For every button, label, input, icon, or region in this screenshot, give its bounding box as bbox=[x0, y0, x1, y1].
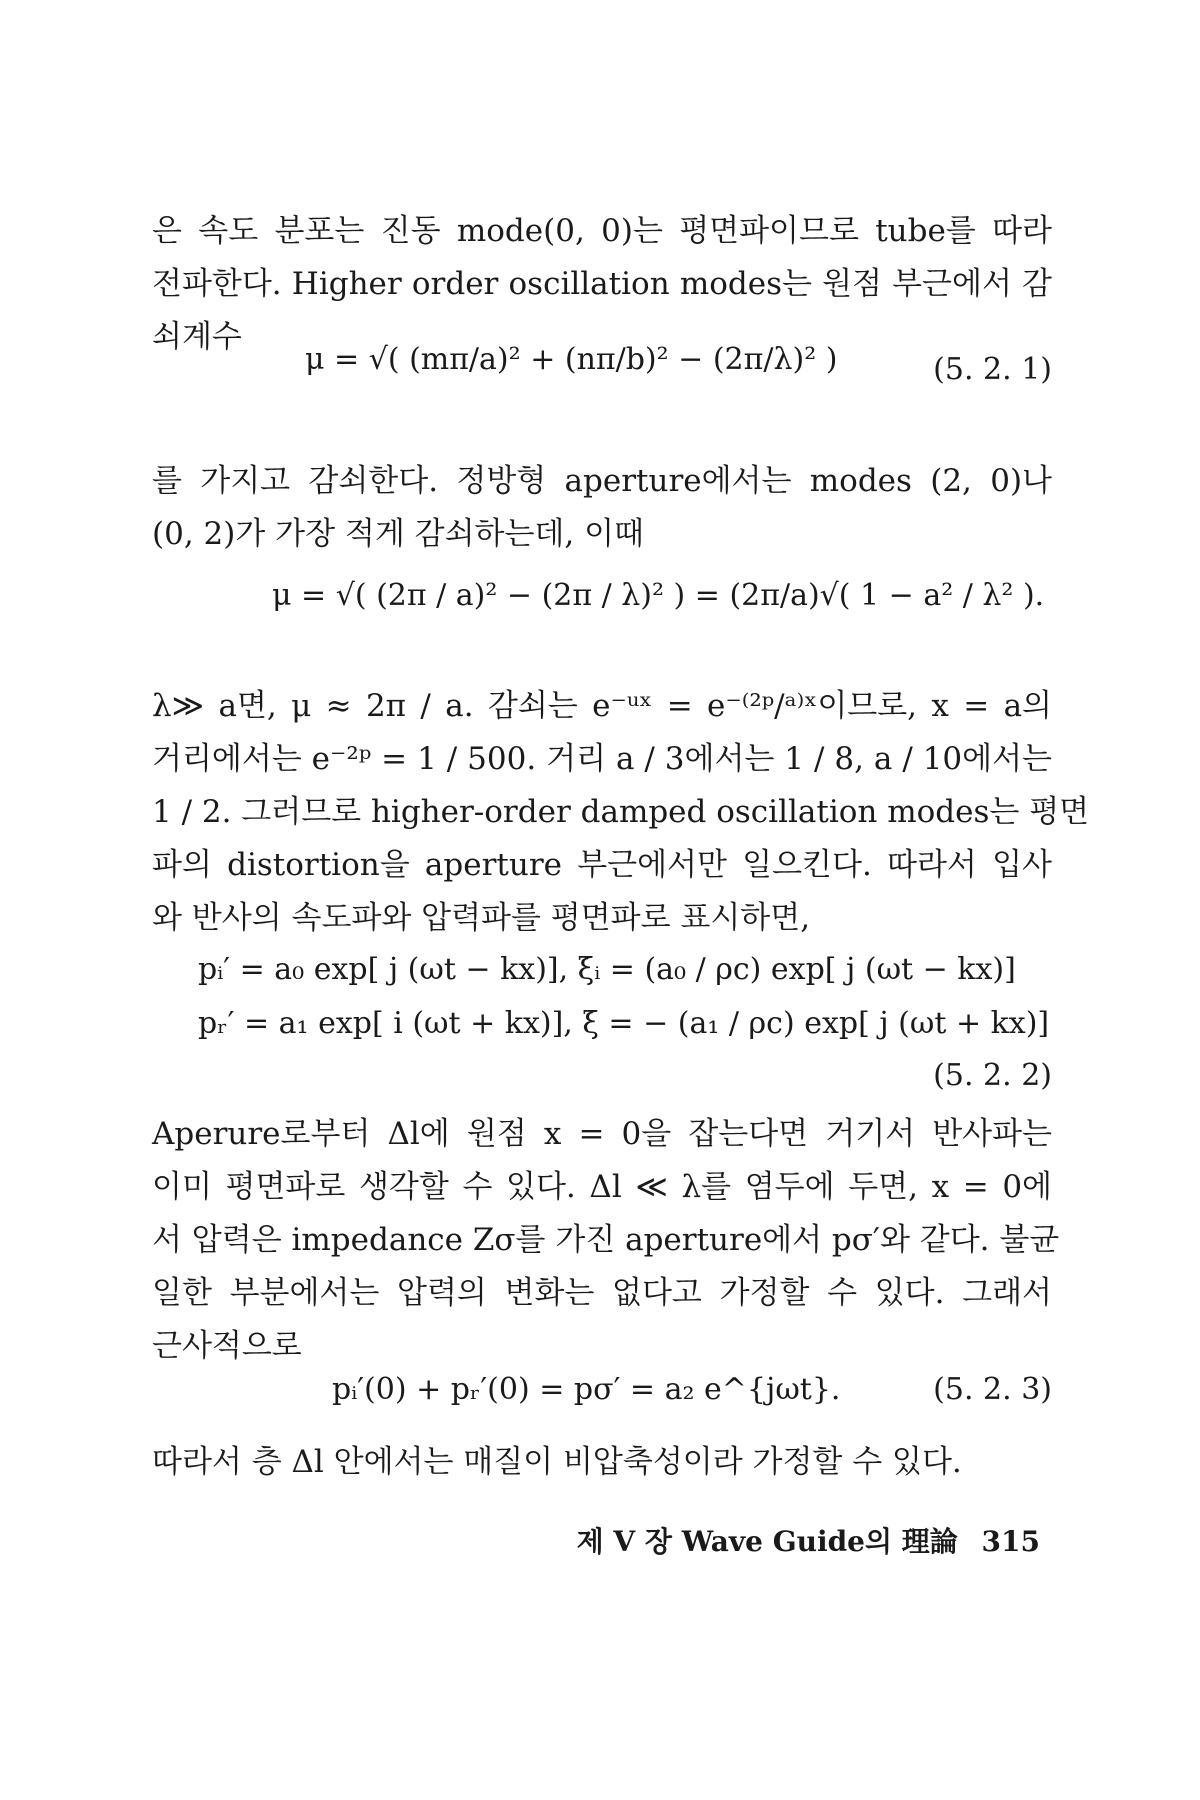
equation-number-5-2-1: (5. 2. 1) bbox=[933, 352, 1052, 387]
paragraph-3 bbox=[152, 680, 1090, 945]
text-line: 일한 부분에서는 압력의 변화는 없다고 가정할 수 있다. 그래서 bbox=[152, 1275, 1052, 1311]
equation-number-5-2-3: (5. 2. 3) bbox=[933, 1372, 1052, 1407]
equation-mu-square: μ = √( (2π / a)² − (2π / λ)² ) = (2π/a)√( 1 − a² / λ² ). bbox=[272, 578, 1045, 613]
text-line: λ≫ a면, μ ≈ 2π / a. 감쇠는 e⁻ᵘˣ = e⁻⁽²ᵖ/ᵃ⁾ˣ이므로, x = a의 bbox=[152, 688, 1052, 724]
text-line: 이미 평면파로 생각할 수 있다. Δl ≪ λ를 염두에 두면, x = 0에 bbox=[152, 1169, 1052, 1205]
text-line: (0, 2)가 가장 적게 감쇠하는데, 이때 bbox=[152, 516, 644, 552]
text-line: 서 압력은 impedance Zσ를 가진 aperture에서 pσ′와 같다. 불균 bbox=[152, 1222, 1060, 1258]
text-line: Aperure로부터 Δl에 원점 x = 0을 잡는다면 거기서 반사파는 bbox=[152, 1116, 1052, 1152]
equation-number-5-2-2: (5. 2. 2) bbox=[933, 1058, 1052, 1093]
page-footer bbox=[563, 1520, 1040, 1560]
paragraph-5 bbox=[152, 1436, 1052, 1489]
equation-5-2-1: μ = √( (mπ/a)² + (nπ/b)² − (2π/λ)² ) bbox=[305, 342, 838, 377]
paragraph-1 bbox=[152, 205, 1052, 364]
equation-5-2-3: pᵢ′(0) + pᵣ′(0) = pσ′ = a₂ e^{jωt}. bbox=[332, 1372, 841, 1407]
text-line: 1 / 2. 그러므로 higher-order damped oscillation modes는 평면 bbox=[152, 794, 1090, 830]
text-line: 따라서 층 Δl 안에서는 매질이 비압축성이라 가정할 수 있다. bbox=[152, 1444, 962, 1480]
text-line: 거리에서는 e⁻²ᵖ = 1 / 500. 거리 a / 3에서는 1 / 8, a / 10에서는 bbox=[152, 741, 1052, 777]
chapter-title: 제 V 장 Wave Guide의 理論 bbox=[576, 1525, 958, 1558]
text-line: 를 가지고 감쇠한다. 정방형 aperture에서는 modes (2, 0)나 bbox=[152, 463, 1052, 499]
text-line: 근사적으로 bbox=[152, 1328, 302, 1364]
text-line: 쇠계수 bbox=[152, 319, 242, 355]
text-line: 전파한다. Higher order oscillation modes는 원점 부근에서 감 bbox=[152, 266, 1052, 302]
paragraph-2 bbox=[152, 455, 1052, 561]
text-line: 와 반사의 속도파와 압력파를 평면파로 표시하면, bbox=[152, 900, 811, 936]
equation-5-2-2-line-2: pᵣ′ = a₁ exp[ i (ωt + kx)], ξ̇ = − (a₁ / ρc) exp[ j (ωt + kx)] bbox=[198, 1006, 1050, 1041]
paragraph-4 bbox=[152, 1108, 1060, 1373]
text-line: 파의 distortion을 aperture 부근에서만 일으킨다. 따라서 입사 bbox=[152, 847, 1052, 883]
text-line: 은 속도 분포는 진동 mode(0, 0)는 평면파이므로 tube를 따라 bbox=[152, 213, 1052, 249]
equation-5-2-2-line-1: pᵢ′ = a₀ exp[ j (ωt − kx)], ξ̇ᵢ = (a₀ / ρc) exp[ j (ωt − kx)] bbox=[198, 952, 1016, 987]
page-number: 315 bbox=[981, 1525, 1040, 1558]
